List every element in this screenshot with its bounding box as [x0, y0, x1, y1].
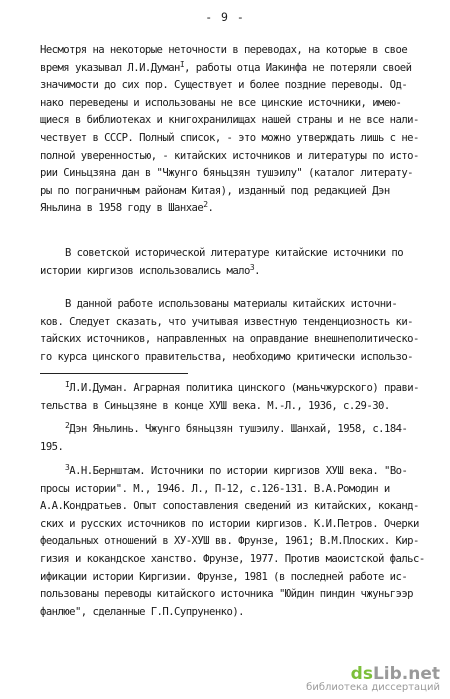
- footnote-marker: 2: [65, 421, 70, 430]
- footnote-line: $^I$Л.И.Думан. Аграрная политика цинского (маньчжурского) прави-: [65, 380, 419, 394]
- footnote-line: 195.: [40, 440, 64, 453]
- text-line: чествует в СССР. Полный список, - это можно утверждать лишь с не-: [40, 132, 419, 144]
- watermark-subtitle: библиотека диссертаций: [306, 682, 440, 693]
- footnote-line: ских и русских источников по истории киргизов. К.И.Петров. Очерки: [40, 517, 419, 530]
- footnote-line: ификации истории Киргизии. Фрунзе, 1981 (в последней работе ис-: [40, 570, 408, 583]
- text-line: Яньлина в 1958 году в Шанхае$^2$.: [40, 200, 214, 215]
- footnote-marker: I: [179, 59, 185, 69]
- text-line: значимости до сих пор. Существует и более поздние переводы. Од-: [40, 79, 408, 92]
- text-line: Несмотря на некоторые неточности в переводах, на которые в свое: [40, 44, 408, 56]
- text-line: ры по пограничным районам Китая), изданный под редакцией Дэн: [40, 184, 390, 197]
- text-line: время указывал Л.И.Думан$^I$, работы отца Иакинфа не потеряли своей: [40, 59, 412, 74]
- footnote-marker: I: [65, 380, 70, 389]
- page-number: - 9 -: [205, 10, 245, 24]
- footnote-line: $^2$Дэн Яньлинь. Чжунго бяньцзян тушэилу. Шанхай, 1958, с.184-: [65, 421, 408, 435]
- text-line: рии Синьцзяна дан в "Чжунго бяньцзян тушэилу" (каталог литерату-: [40, 167, 413, 180]
- text-line: В данной работе использованы материалы китайских источни-: [65, 298, 398, 310]
- watermark: [306, 664, 440, 693]
- text-line: нако переведены и использованы не все цинские источники, имею-: [40, 96, 402, 109]
- footnote-marker: 3: [65, 463, 70, 472]
- footnote-line: пользованы переводы китайского источника "Юйдин пиндин чжуньгээр: [40, 588, 413, 601]
- footnote-line: тельства в Синьцзяне в конце ХУШ века. М.-Л., 1936, с.29-30.: [40, 399, 390, 412]
- footnote-marker: 3: [249, 262, 255, 272]
- footnote-line: А.А.Кондратьев. Опыт сопоставления сведений из китайских, коканд-: [40, 500, 419, 513]
- footnote-line: фанлюе", сделанные Г.П.Супруненко).: [40, 605, 244, 618]
- text-line: тайских источников, направленных на оправдание внешнеполитическо-: [40, 333, 419, 346]
- footnote-line: $^3$А.Н.Бернштам. Источники по истории киргизов ХУШ века. "Во-: [65, 463, 408, 477]
- footnote-line: гизия и кокандское ханство. Фрунзе, 1977. Против маоистской фальс-: [40, 553, 425, 565]
- footnote-line: просы истории". М., 1946. Л., П-12, с.126-131. В.А.Ромодин и: [40, 482, 390, 495]
- text-line: го курса цинского правительства, необходимо критически использо-: [40, 350, 413, 363]
- text-line: истории киргизов использовались мало$^3$.: [40, 262, 260, 277]
- text-line: полной уверенностью, - китайских источников и литературы по исто-: [40, 149, 419, 162]
- text-line: ков. Следует сказать, что учитывая известную тенденциозность ки-: [40, 315, 413, 328]
- watermark-logo: dsLib.net: [350, 664, 440, 684]
- footnote-line: феодальных отношений в ХУ-ХУШ вв. Фрунзе, 1961; В.М.Плоских. Кир-: [40, 535, 419, 548]
- footnote-marker: 2: [203, 200, 208, 210]
- text-line: В советской исторической литературе китайские источники по: [65, 247, 404, 259]
- text-line: щиеся в библиотеках и книгохранилищах нашей страны и не все нали-: [40, 114, 419, 127]
- footnote-separator: [40, 373, 188, 374]
